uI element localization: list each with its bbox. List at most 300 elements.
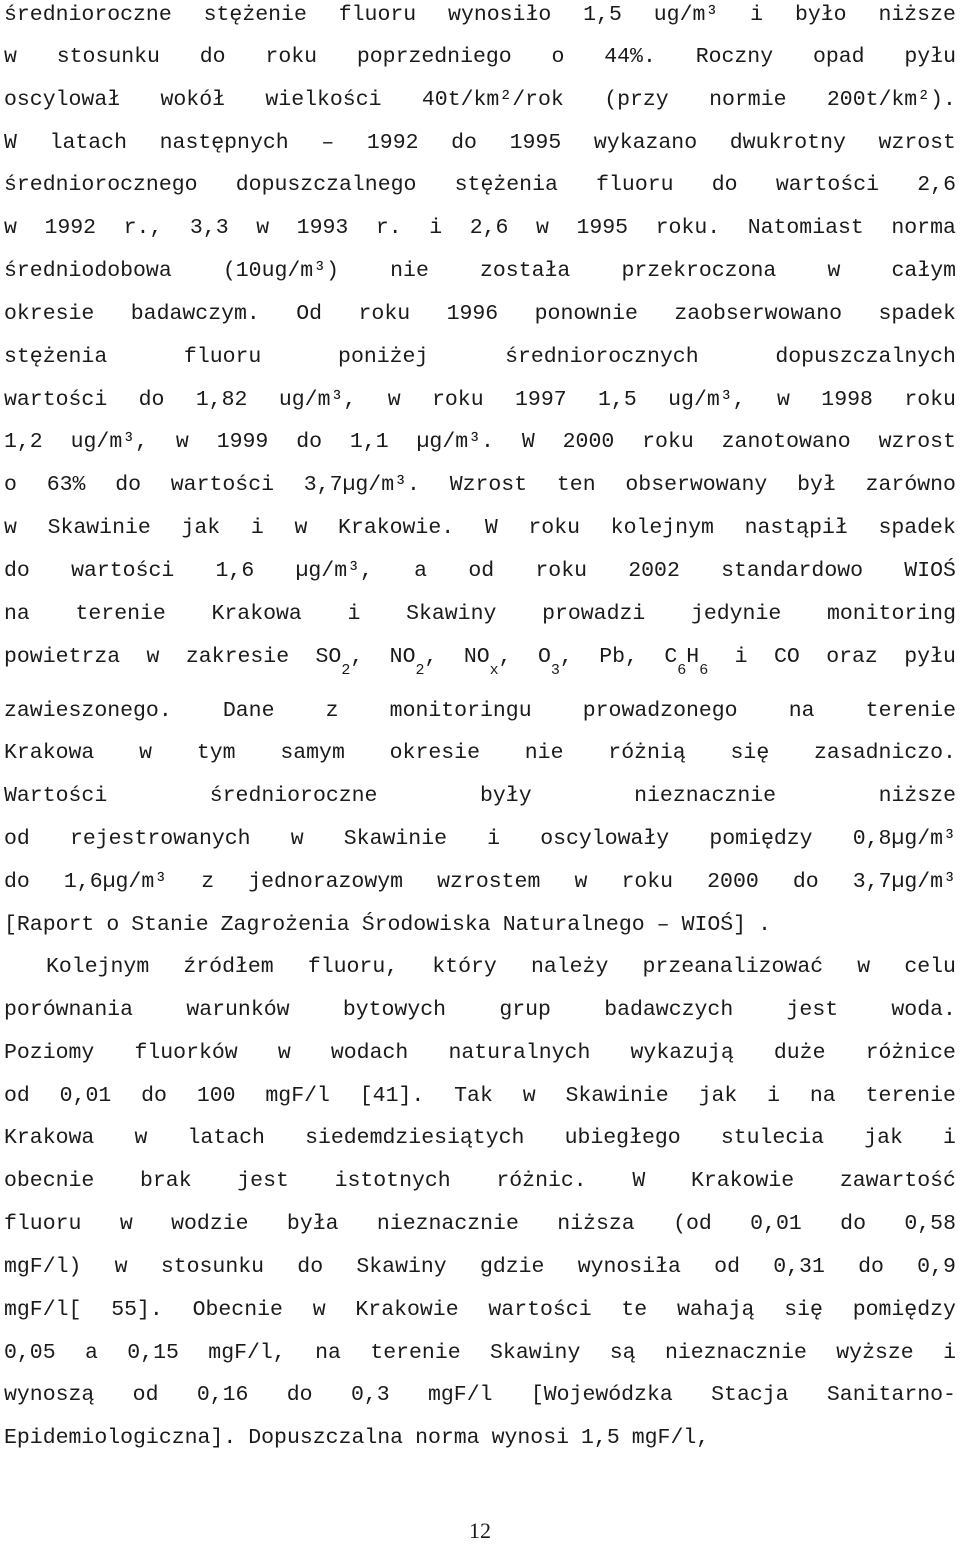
word: nastąpił bbox=[744, 516, 848, 540]
word: r., bbox=[123, 216, 163, 240]
word: wielkości bbox=[265, 88, 382, 112]
word: wartości bbox=[4, 388, 108, 412]
word: stężenia bbox=[454, 173, 558, 197]
word: od bbox=[4, 1084, 30, 1108]
word: na bbox=[315, 1341, 341, 1365]
word: o bbox=[551, 45, 565, 69]
word: w bbox=[857, 955, 871, 979]
word: zarówno bbox=[865, 473, 956, 497]
word: roku. bbox=[655, 216, 721, 240]
text-line bbox=[4, 556, 956, 586]
word: dopuszczalnych bbox=[775, 345, 956, 369]
text-line bbox=[4, 599, 956, 629]
word: mgF/l, bbox=[208, 1341, 286, 1365]
word: Zagrożenia bbox=[220, 913, 350, 937]
word: do bbox=[4, 559, 30, 583]
word: spadek bbox=[878, 302, 956, 326]
word: w bbox=[294, 516, 308, 540]
word: zanotowano bbox=[721, 430, 851, 454]
word: Krakowa bbox=[4, 1126, 95, 1150]
word: 0,31 bbox=[773, 1255, 825, 1279]
word: w bbox=[312, 1298, 326, 1322]
word: o bbox=[106, 913, 120, 937]
word: na bbox=[4, 602, 30, 626]
word: fluoru bbox=[596, 173, 674, 197]
text-line bbox=[4, 128, 956, 158]
word: została bbox=[480, 259, 571, 283]
word: zawartość bbox=[839, 1169, 956, 1193]
word: fluoru bbox=[183, 345, 262, 369]
word: W bbox=[4, 131, 17, 155]
word: 1996 bbox=[446, 302, 499, 326]
word: 3,3 bbox=[189, 216, 229, 240]
word: jest bbox=[786, 998, 839, 1022]
word: roku bbox=[535, 559, 587, 583]
text-line bbox=[4, 256, 956, 286]
word: okresie bbox=[4, 302, 95, 326]
word: i bbox=[487, 827, 501, 851]
text-line bbox=[4, 910, 956, 940]
word: terenie bbox=[865, 1084, 956, 1108]
word: do bbox=[296, 430, 323, 454]
word: oraz bbox=[826, 645, 878, 669]
word: Od bbox=[296, 302, 323, 326]
word: 0,3 bbox=[350, 1383, 390, 1407]
word: Środowiska bbox=[361, 913, 491, 937]
word: Wartości bbox=[4, 784, 108, 808]
word: 1995 bbox=[576, 216, 629, 240]
word: wynosi bbox=[491, 1426, 570, 1450]
word: Dane bbox=[222, 699, 275, 723]
word: Krakowie bbox=[355, 1298, 459, 1322]
word: Obecnie bbox=[192, 1298, 283, 1322]
word: Sanitarno- bbox=[826, 1383, 956, 1407]
word: CO bbox=[773, 645, 800, 669]
word: średniorocznych bbox=[505, 345, 699, 369]
word: 1,5 bbox=[598, 388, 637, 412]
word: Roczny bbox=[695, 45, 774, 69]
word: ug/m³ bbox=[653, 3, 719, 27]
word: w bbox=[114, 1255, 128, 1279]
word: stosunku bbox=[160, 1255, 265, 1279]
word: latach bbox=[49, 131, 127, 155]
text-line bbox=[4, 342, 956, 372]
word: Skawiny bbox=[406, 602, 497, 626]
word: roku bbox=[904, 388, 956, 412]
word: zaobserwowano bbox=[674, 302, 843, 326]
word: Krakowa bbox=[4, 741, 95, 765]
word: o bbox=[4, 473, 17, 497]
word: pyłu bbox=[904, 645, 956, 669]
word: do bbox=[451, 131, 477, 155]
text-line bbox=[4, 1166, 956, 1196]
word: zasadniczo. bbox=[814, 741, 956, 765]
word: fluoru bbox=[4, 1212, 82, 1236]
word: Skawinie bbox=[565, 1084, 669, 1108]
text-line bbox=[4, 781, 956, 811]
word: 40t/km²/rok bbox=[421, 88, 564, 112]
word: 0,8µg/m³ bbox=[852, 827, 956, 851]
word: ug/m³, bbox=[70, 430, 149, 454]
word: i bbox=[429, 216, 443, 240]
word: wokół bbox=[160, 88, 226, 112]
word: do bbox=[297, 1255, 324, 1279]
word: w bbox=[139, 741, 153, 765]
word: nie bbox=[390, 259, 429, 283]
text-line bbox=[4, 1380, 956, 1410]
word: wykazują bbox=[630, 1041, 734, 1065]
word: wynoszą bbox=[4, 1383, 95, 1407]
word: powietrza bbox=[4, 645, 121, 669]
word: (od bbox=[673, 1212, 712, 1236]
word: średnioroczne bbox=[209, 784, 378, 808]
word: w bbox=[256, 216, 270, 240]
word: wykazano bbox=[593, 131, 698, 155]
word: Dopuszczalna bbox=[248, 1426, 404, 1450]
word: obserwowany bbox=[625, 473, 768, 497]
word: kolejnym bbox=[610, 516, 714, 540]
word: który bbox=[432, 955, 497, 979]
word: fluoru, bbox=[307, 955, 399, 979]
word: Stacja bbox=[711, 1383, 789, 1407]
word: 0,15 bbox=[127, 1341, 179, 1365]
word: ponownie bbox=[534, 302, 638, 326]
word: 200t/km²). bbox=[826, 88, 956, 112]
word: mgF/l bbox=[428, 1383, 493, 1407]
word: 2000 bbox=[707, 870, 759, 894]
word: przekroczona bbox=[621, 259, 777, 283]
word: oscylował bbox=[4, 88, 121, 112]
word: badawczych bbox=[604, 998, 734, 1022]
word: na bbox=[788, 699, 815, 723]
word: celu bbox=[904, 955, 956, 979]
word: samym bbox=[280, 741, 345, 765]
word: z bbox=[325, 699, 339, 723]
word: Poziomy bbox=[4, 1041, 95, 1065]
text-line bbox=[4, 995, 956, 1025]
text-line bbox=[4, 824, 956, 854]
word: w bbox=[574, 870, 588, 894]
word: monitoringu bbox=[389, 699, 532, 723]
word: roku bbox=[432, 388, 484, 412]
word: ug/m³, bbox=[668, 388, 746, 412]
word: normie bbox=[709, 88, 787, 112]
word: [Wojewódzka bbox=[530, 1383, 673, 1407]
text-line bbox=[4, 1123, 956, 1153]
text-line bbox=[4, 385, 956, 415]
word: na bbox=[809, 1084, 836, 1108]
word: ubiegłego bbox=[564, 1126, 681, 1150]
word: i bbox=[767, 1084, 781, 1108]
word: a bbox=[414, 559, 428, 583]
word: duże bbox=[773, 1041, 826, 1065]
word: Tak bbox=[454, 1084, 493, 1108]
word: prowadzi bbox=[542, 602, 646, 626]
word: wartości bbox=[170, 473, 274, 497]
word: $NO_x$, bbox=[463, 645, 512, 679]
word: $SO_2$, bbox=[315, 645, 364, 679]
word: WIOŚ bbox=[904, 559, 956, 583]
word: stosunku bbox=[56, 45, 160, 69]
text-line bbox=[4, 867, 956, 897]
word: były bbox=[479, 784, 532, 808]
word: monitoring bbox=[826, 602, 956, 626]
word: Skawinie bbox=[343, 827, 447, 851]
word: wartości bbox=[488, 1298, 592, 1322]
word: w bbox=[146, 645, 160, 669]
word: 0,05 bbox=[4, 1341, 56, 1365]
word: naturalnych bbox=[448, 1041, 591, 1065]
word: i bbox=[943, 1341, 956, 1365]
word: $NO_2$, bbox=[389, 645, 438, 679]
text-line bbox=[4, 1252, 956, 1282]
text-line bbox=[4, 1081, 956, 1111]
word: fluoru bbox=[338, 3, 417, 27]
word: w bbox=[277, 1041, 291, 1065]
text-line bbox=[4, 1038, 956, 1068]
word: 44%. bbox=[604, 45, 656, 69]
word: 1995 bbox=[509, 131, 562, 155]
word: w bbox=[387, 388, 401, 412]
text-line bbox=[4, 1338, 956, 1368]
word: a bbox=[85, 1341, 98, 1365]
word: pomiędzy bbox=[709, 827, 813, 851]
word: fluorków bbox=[134, 1041, 238, 1065]
word: te bbox=[621, 1298, 648, 1322]
word: [Raport bbox=[4, 913, 95, 937]
word: 1,82 bbox=[195, 388, 248, 412]
word: do bbox=[115, 473, 141, 497]
word: 2002 bbox=[628, 559, 680, 583]
word: Skawiny bbox=[356, 1255, 447, 1279]
word: w bbox=[827, 259, 841, 283]
word: W bbox=[484, 516, 498, 540]
word: 0,01 bbox=[59, 1084, 112, 1108]
word: jak bbox=[698, 1084, 738, 1108]
word: jak bbox=[181, 516, 221, 540]
word: była bbox=[286, 1212, 339, 1236]
word: norma bbox=[891, 216, 956, 240]
word: latach bbox=[187, 1126, 265, 1150]
word: w bbox=[119, 1212, 133, 1236]
word: 1,5 bbox=[581, 1426, 620, 1450]
word: badawczym. bbox=[130, 302, 260, 326]
word: zawieszonego. bbox=[4, 699, 172, 723]
word: tym bbox=[196, 741, 236, 765]
word: WIOŚ] bbox=[681, 913, 747, 937]
text-line bbox=[4, 1209, 956, 1239]
text-line bbox=[4, 42, 956, 72]
word: 3,7µg/m³. bbox=[303, 473, 420, 497]
word: mgF/l[ bbox=[4, 1298, 82, 1322]
text-line bbox=[4, 85, 956, 115]
word: Skawiny bbox=[490, 1341, 581, 1365]
word: woda. bbox=[891, 998, 956, 1022]
word: obecnie bbox=[4, 1169, 95, 1193]
word: zakresie bbox=[185, 645, 290, 669]
word: 2,6 bbox=[917, 173, 956, 197]
word: średnioroczne bbox=[4, 3, 172, 27]
word: całym bbox=[891, 259, 956, 283]
word: bytowych bbox=[342, 998, 447, 1022]
word: wodach bbox=[330, 1041, 409, 1065]
word: 2,6 bbox=[469, 216, 509, 240]
word: różnią bbox=[608, 741, 686, 765]
word: jak bbox=[864, 1126, 903, 1150]
word: ug/m³, bbox=[278, 388, 357, 412]
word: w bbox=[290, 827, 304, 851]
text-line bbox=[4, 170, 956, 200]
word: nieznacznie bbox=[664, 1341, 807, 1365]
word: do bbox=[141, 1084, 167, 1108]
word: poniżej bbox=[338, 345, 429, 369]
word: spadek bbox=[878, 516, 956, 540]
word: gdzie bbox=[479, 1255, 545, 1279]
word: terenie bbox=[75, 602, 166, 626]
word: w bbox=[4, 45, 17, 69]
word: 1,2 bbox=[4, 430, 43, 454]
word: porównania bbox=[4, 998, 134, 1022]
word: W bbox=[521, 430, 535, 454]
word: Wzrost bbox=[449, 473, 528, 497]
word: roku bbox=[358, 302, 411, 326]
word: różnice bbox=[865, 1041, 956, 1065]
word: do bbox=[286, 1383, 313, 1407]
word: w bbox=[522, 1084, 536, 1108]
word: brak bbox=[140, 1169, 192, 1193]
word: terenie bbox=[865, 699, 956, 723]
word: nie bbox=[524, 741, 564, 765]
word: Naturalnego bbox=[502, 913, 645, 937]
word: roku bbox=[621, 870, 674, 894]
word: jest bbox=[237, 1169, 289, 1193]
word: w bbox=[4, 516, 17, 540]
word: się bbox=[784, 1298, 823, 1322]
word: (10ug/m³) bbox=[222, 259, 339, 283]
word: W bbox=[632, 1169, 646, 1193]
word: mgF/l, bbox=[631, 1426, 710, 1450]
word: prowadzonego bbox=[582, 699, 738, 723]
text-line bbox=[4, 1423, 956, 1453]
word: 1,6 bbox=[215, 559, 255, 583]
word: Stanie bbox=[131, 913, 209, 937]
text-line bbox=[4, 427, 956, 457]
word: terenie bbox=[370, 1341, 461, 1365]
word: i bbox=[943, 1126, 956, 1150]
word: dopuszczalnego bbox=[235, 173, 417, 197]
word: do bbox=[138, 388, 165, 412]
word: wartości bbox=[775, 173, 880, 197]
word: od bbox=[468, 559, 495, 583]
word: ten bbox=[556, 473, 596, 497]
word: niższe bbox=[878, 3, 956, 27]
word: 3,7µg/m³ bbox=[852, 870, 956, 894]
word: wyższe bbox=[836, 1341, 914, 1365]
word: do bbox=[858, 1255, 884, 1279]
word: 1998 bbox=[821, 388, 873, 412]
word: jednorazowym bbox=[248, 870, 404, 894]
text-line bbox=[4, 470, 956, 500]
word: – bbox=[656, 913, 670, 937]
word: od bbox=[714, 1255, 740, 1279]
word: – bbox=[321, 131, 335, 155]
word: µg/m³, bbox=[295, 559, 373, 583]
word: niższa bbox=[557, 1212, 635, 1236]
word: od bbox=[4, 827, 30, 851]
word: niższe bbox=[878, 784, 956, 808]
word: $C_6H_6$ bbox=[664, 645, 709, 679]
word: 0,16 bbox=[196, 1383, 249, 1407]
word: istotnych bbox=[334, 1169, 451, 1193]
text-line bbox=[4, 1295, 956, 1325]
word: źródłem bbox=[183, 955, 274, 979]
word: do bbox=[4, 870, 30, 894]
text-line bbox=[4, 213, 956, 243]
word: warunków bbox=[186, 998, 290, 1022]
word: opad bbox=[812, 45, 865, 69]
word: średniorocznego bbox=[4, 173, 198, 197]
word: okresie bbox=[389, 741, 480, 765]
word: siedemdziesiątych bbox=[305, 1126, 525, 1150]
word: wahają bbox=[676, 1298, 755, 1322]
word: w bbox=[535, 216, 549, 240]
word: mgF/l bbox=[265, 1084, 330, 1108]
word: 0,58 bbox=[904, 1212, 956, 1236]
word: wynosiło bbox=[448, 3, 552, 27]
word: różnic. bbox=[496, 1169, 587, 1193]
text-line bbox=[4, 642, 956, 679]
word: w bbox=[175, 430, 189, 454]
word: r. bbox=[375, 216, 402, 240]
word: 2000 bbox=[562, 430, 615, 454]
word: 1992 bbox=[366, 131, 419, 155]
word: wodzie bbox=[171, 1212, 249, 1236]
word: $O_3$, bbox=[537, 645, 573, 679]
word: następnych bbox=[159, 131, 289, 155]
word: grup bbox=[499, 998, 551, 1022]
word: wartości bbox=[71, 559, 175, 583]
word: w bbox=[4, 216, 17, 240]
text-line bbox=[4, 696, 956, 726]
word: są bbox=[609, 1341, 636, 1365]
word: [41]. bbox=[359, 1084, 425, 1108]
word: nieznacznie bbox=[634, 784, 777, 808]
word: pomiędzy bbox=[852, 1298, 956, 1322]
word: dwukrotny bbox=[729, 131, 846, 155]
word: 55]. bbox=[111, 1298, 163, 1322]
word: (przy bbox=[604, 88, 669, 112]
word: Natomiast bbox=[747, 216, 864, 240]
word: 63% bbox=[46, 473, 86, 497]
word: rejestrowanych bbox=[69, 827, 251, 851]
word: i bbox=[250, 516, 264, 540]
word: z bbox=[201, 870, 215, 894]
word: roku bbox=[528, 516, 580, 540]
page-number: 12 bbox=[469, 1518, 491, 1543]
word: Epidemiologiczna]. bbox=[4, 1426, 237, 1450]
word: 1,6µg/m³ bbox=[63, 870, 168, 894]
word: 1,1 bbox=[349, 430, 389, 454]
word: stężenie bbox=[203, 3, 307, 27]
word: od bbox=[132, 1383, 159, 1407]
word: do bbox=[840, 1212, 866, 1236]
word: przeanalizować bbox=[642, 955, 824, 979]
word: w bbox=[134, 1126, 148, 1150]
word: Pb, bbox=[599, 645, 638, 669]
word: i bbox=[750, 3, 764, 27]
word: Krakowa bbox=[211, 602, 302, 626]
word: Krakowie. bbox=[338, 516, 455, 540]
